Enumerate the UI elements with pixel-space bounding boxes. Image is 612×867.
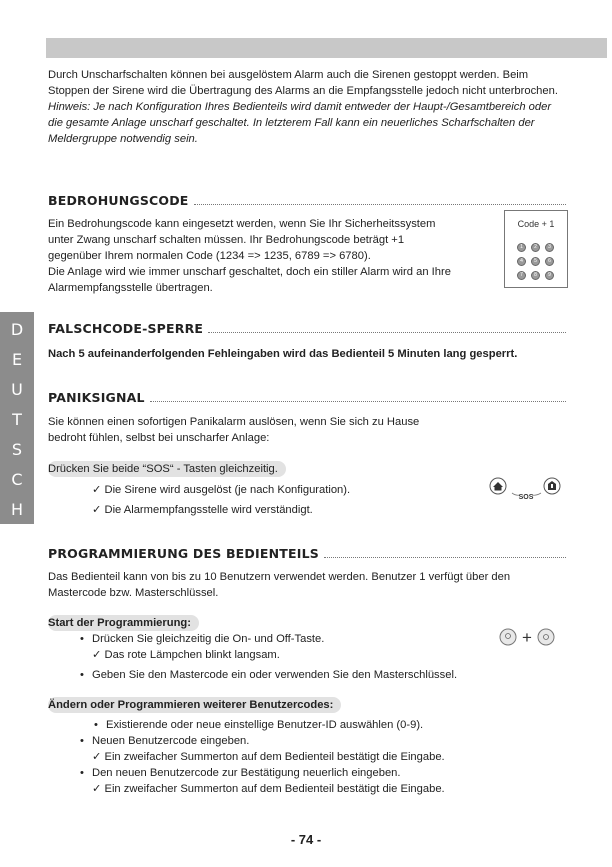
intro-section xyxy=(48,67,558,147)
instruction-pill: Drücken Sie beide “SOS“ - Tasten gleichzeitig. xyxy=(48,461,286,477)
bullet-item: • Den neuen Benutzercode zur Bestätigung neuerlich eingeben. xyxy=(78,765,518,781)
check-item: ✓ Ein zweifacher Summerton auf dem Bedienteil bestätigt die Eingabe. xyxy=(92,749,518,765)
text-line: gegenüber Ihrem normalen Code (1234 => 1235, 6789 => 6780). xyxy=(48,250,371,262)
subheading-pill: Start der Programmierung: xyxy=(48,615,199,631)
panik-body xyxy=(48,414,488,446)
keypad-key: 2 xyxy=(531,243,540,252)
page-number: - 74 - xyxy=(290,832,322,847)
keypad-illustration xyxy=(504,210,568,288)
change-codes-steps xyxy=(78,717,518,797)
falschcode-body xyxy=(48,346,568,362)
keypad-caption: Code + 1 xyxy=(517,219,555,229)
side-tab-letter: E xyxy=(11,350,23,369)
sos-label: SOS xyxy=(518,494,534,501)
check-item: ✓ Ein zweifacher Summerton auf dem Bedienteil bestätigt die Eingabe. xyxy=(92,781,518,797)
check-item: ✓ Die Alarmempfangsstelle wird verständigt. xyxy=(92,502,492,518)
panik-instruction xyxy=(48,461,286,477)
side-tab-letter: C xyxy=(11,470,23,489)
text-line: Alarmempfangsstelle übertragen. xyxy=(48,282,213,294)
start-programming-steps xyxy=(78,631,508,683)
section-heading-falschcode xyxy=(48,318,566,336)
bullet-item: • Geben Sie den Mastercode ein oder verwenden Sie den Masterschlüssel. xyxy=(78,667,508,683)
plus-sign: + xyxy=(522,628,532,647)
header-bar xyxy=(46,38,607,58)
programmierung-body xyxy=(48,569,568,601)
keypad-key: 4 xyxy=(517,257,526,266)
text-line: Nach 5 aufeinanderfolgenden Fehleingaben wird das Bedienteil 5 Minuten lang gesperrt. xyxy=(48,348,518,360)
side-tab-letter: T xyxy=(12,410,22,429)
text-line: bedroht fühlen, selbst bei unscharfer Anlage: xyxy=(48,432,270,444)
side-tab-letter: S xyxy=(11,440,23,459)
keypad-key: 5 xyxy=(531,257,540,266)
text-line: Ein Bedrohungscode kann eingesetzt werden, wenn Sie Ihr Sicherheitssystem xyxy=(48,218,436,230)
dotted-rule xyxy=(194,204,566,205)
intro-text: Durch Unscharfschalten können bei ausgelöstem Alarm auch die Sirenen gestoppt werden. Beim Stoppen der Sirene wird die Übertragung des Alarms an die Empfangsstelle jedoch nicht unterbrochen. xyxy=(48,69,558,97)
dotted-rule xyxy=(208,332,566,333)
section-heading-programmierung xyxy=(48,543,566,561)
side-tab-letter: D xyxy=(10,320,24,339)
language-side-tab xyxy=(0,312,34,524)
bullet-item: • Existierende oder neue einstellige Benutzer-ID auswählen (0-9). xyxy=(92,717,518,733)
keypad-key: 7 xyxy=(517,271,526,280)
check-item: ✓ Die Sirene wird ausgelöst (je nach Konfiguration). xyxy=(92,482,492,498)
check-item: ✓ Das rote Lämpchen blinkt langsam. xyxy=(92,647,508,663)
sos-buttons-illustration xyxy=(486,474,566,510)
subheading-pill: Ändern oder Programmieren weiterer Benutzercodes: xyxy=(48,697,341,713)
bullet-item: • Drücken Sie gleichzeitig die On- und Off-Taste. xyxy=(78,631,508,647)
heading-text: PANIKSIGNAL xyxy=(48,390,145,405)
side-tab-letter: H xyxy=(10,500,24,519)
keypad-key: 6 xyxy=(545,257,554,266)
change-codes-label xyxy=(48,697,341,713)
bedrohung-body xyxy=(48,216,498,296)
text-line: Mastercode bzw. Masterschlüssel. xyxy=(48,587,219,599)
on-off-buttons-illustration xyxy=(498,626,560,648)
heading-text: FALSCHCODE-SPERRE xyxy=(48,321,204,336)
dotted-rule xyxy=(150,401,566,402)
heading-text: PROGRAMMIERUNG DES BEDIENTEILS xyxy=(48,546,319,561)
section-heading-paniksignal xyxy=(48,387,566,405)
section-heading-bedrohungscode xyxy=(48,190,566,208)
keypad-key: 3 xyxy=(545,243,554,252)
keypad-key: 9 xyxy=(545,271,554,280)
keypad-key: 8 xyxy=(531,271,540,280)
panik-checks xyxy=(92,482,492,518)
off-button-icon xyxy=(538,629,554,645)
text-line: Sie können einen sofortigen Panikalarm auslösen, wenn Sie sich zu Hause xyxy=(48,416,420,428)
bullet-item: • Neuen Benutzercode eingeben. xyxy=(78,733,518,749)
text-line: Das Bedienteil kann von bis zu 10 Benutzern verwendet werden. Benutzer 1 verfügt über den xyxy=(48,571,511,583)
heading-text: BEDROHUNGSCODE xyxy=(48,193,189,208)
side-tab-letter: U xyxy=(11,380,23,399)
text-line: Die Anlage wird wie immer unscharf geschaltet, doch ein stiller Alarm wird an Ihre xyxy=(48,266,451,278)
on-button-icon xyxy=(500,629,516,645)
text-line: unter Zwang unscharf schalten müssen. Ihr Bedrohungscode beträgt +1 xyxy=(48,234,405,246)
intro-note: Hinweis: Je nach Konfiguration Ihres Bedienteils wird damit entweder der Haupt-/Gesamtbereich oder die gesamte Anlage unscharf geschaltet. In letzterem Fall kann ein neuerliches Scharfschalten der Meldergruppe notwendig sein. xyxy=(48,101,552,145)
keypad-key: 1 xyxy=(517,243,526,252)
dotted-rule xyxy=(324,557,566,558)
start-programming-label xyxy=(48,615,199,631)
